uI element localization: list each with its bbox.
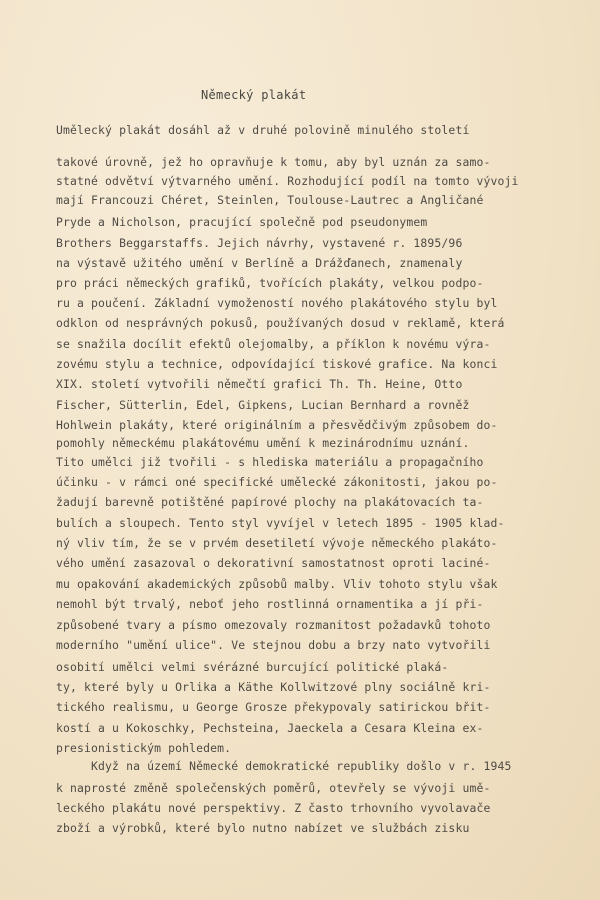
text-line: kostí a u Kokoschky, Pechsteina, Jaeckela a Cesara Kleina ex- [56,721,484,735]
text-line: XIX. století vytvořili němečtí grafici Th. Th. Heine, Otto [56,377,463,391]
text-line: bulích a sloupech. Tento styl vyvíjel v letech 1895 - 1905 klad- [56,516,505,530]
text-line: způsobené tvary a písmo omezovaly rozmanitost požadavků tohoto [56,618,491,632]
document-title: Německý plakát [201,88,307,102]
text-line: Fischer, Sütterlin, Edel, Gipkens, Lucian Bernhard a rovněž [56,398,470,412]
text-line: Tito umělci již tvořili - s hlediska materiálu a propagačního [56,455,484,469]
text-line: Umělecký plakát dosáhl až v druhé polovině minulého století [56,123,470,137]
text-line: takové úrovně, jež ho opravňuje k tomu, aby byl uznán za samo- [56,155,491,169]
text-line: osobití umělci velmi svérázné burcující politické plaká- [56,660,449,674]
text-line: zboží a výrobků, které bylo nutno nabízet ve službách zisku [56,821,470,835]
text-line: presionistickým pohledem. [56,741,232,755]
text-line: ný vliv tím, že se v prvém desetiletí vývoje německého plakáto- [56,536,498,550]
text-line: pro práci německých grafiků, tvořících plakáty, velkou podpo- [56,276,484,290]
text-line: žadují barevně potištěné papírové plochy na plakátovacích ta- [56,495,484,509]
text-line: k naprosté změně společenských poměrů, otevřely se vývoji umě- [56,781,491,795]
text-line: nemohl být trvalý, neboť jeho rostlinná ornamentika a jí při- [56,597,484,611]
text-line: pomohly německému plakátovému umění k mezinárodnímu uznání. [56,436,470,450]
text-line: mu opakování akademických způsobů malby. Vliv tohoto stylu však [56,577,498,591]
text-line: Když na území Německé demokratické republiky došlo v r. 1945 [56,759,512,773]
text-line: mají Francouzi Chéret, Steinlen, Toulouse-Lautrec a Angličané [56,193,484,207]
text-line: ty, které byly u Orlika a Käthe Kollwitzové plny sociálně kri- [56,680,491,694]
text-line: vého umění zasazoval o dekorativní samostatnost oproti laciné- [56,556,491,570]
text-line: statné odvětví výtvarného umění. Rozhodující podíl na tomto vývoji [56,174,519,188]
text-line: účinku - v rámci oné specifické umělecké zákonitosti, jakou po- [56,475,498,489]
text-line: odklon od nesprávných pokusů, používaných dosud v reklamě, která [56,316,505,330]
text-line: ru a poučení. Základní vymožeností nového plakátového stylu byl [56,296,498,310]
text-line: na výstavě užitého umění v Berlíně a Drážďanech, znamenaly [56,256,463,270]
text-line: Pryde a Nicholson, pracující společně pod pseudonymem [56,215,428,229]
text-line: leckého plakátu nové perspektivy. Z často trhovního vyvolavače [56,801,491,815]
text-line: se snažila docílit efektů olejomalby, a příklon k novému výra- [56,337,491,351]
text-line: moderního "umění ulice". Ve stejnou dobu a brzy nato vytvořili [56,638,491,652]
text-line: Hohlwein plakáty, které originálním a přesvědčivým způsobem do- [56,418,498,432]
text-line: zovému stylu a technice, odpovídající tiskové grafice. Na konci [56,357,498,371]
text-line: tického realismu, u George Grosze překypovaly satirickou břit- [56,700,491,714]
text-line: Brothers Beggarstaffs. Jejich návrhy, vystavené r. 1895/96 [56,236,463,250]
